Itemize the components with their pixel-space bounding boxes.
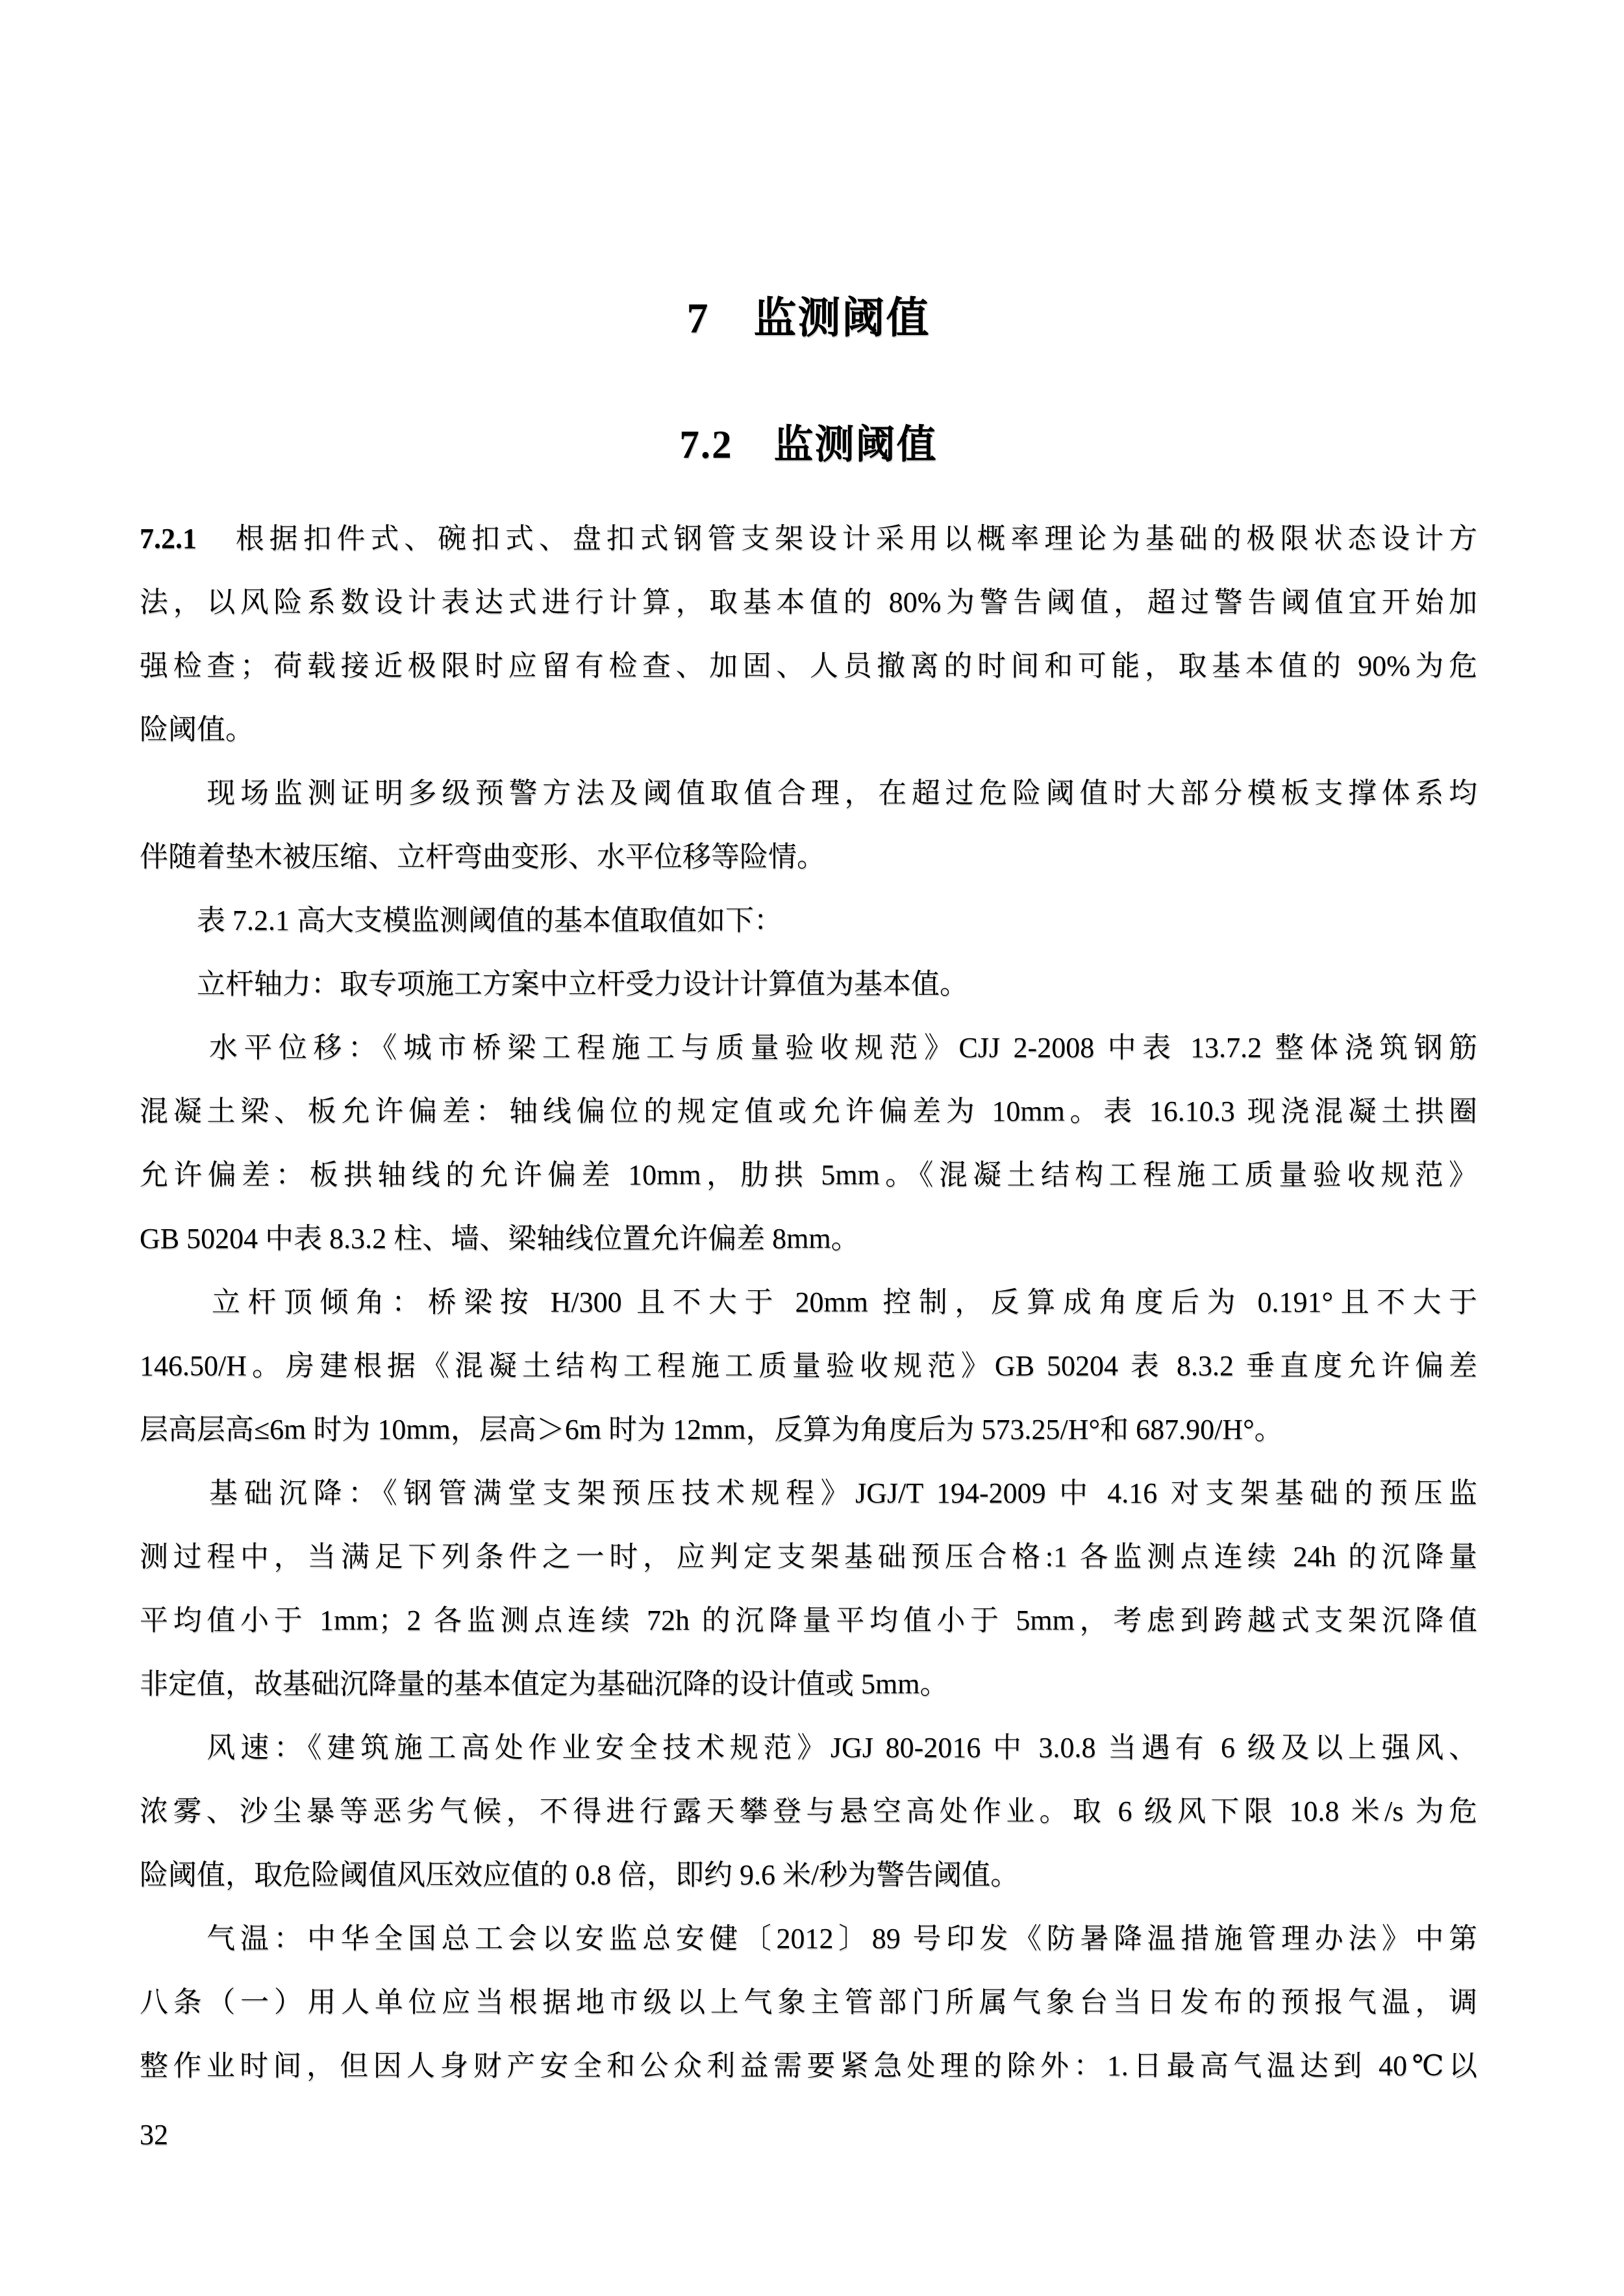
body-line: 立杆顶倾角：桥梁按 H/300 且不大于 20mm 控制，反算成角度后为 0.191°且不大于 <box>140 1286 1477 1318</box>
clause-number: 7.2.1 <box>140 523 197 555</box>
body-line: 现场监测证明多级预警方法及阈值取值合理，在超过危险阈值时大部分模板支撑体系均 <box>140 777 1477 809</box>
paragraph <box>140 1907 1477 2098</box>
body-line: GB 50204 中表 8.3.2 柱、墙、梁轴线位置允许偏差 8mm。 <box>140 1223 860 1254</box>
body-line: 平均值小于 1mm；2 各监测点连续 72h 的沉降量平均值小于 5mm，考虑到跨越式支架沉降值 <box>140 1604 1477 1636</box>
body-line: 允许偏差：板拱轴线的允许偏差 10mm，肋拱 5mm。《混凝土结构工程施工质量验收规范》 <box>140 1159 1477 1191</box>
paragraph <box>140 507 1477 762</box>
body-line: 基础沉降：《钢管满堂支架预压技术规程》JGJ/T 194-2009 中 4.16 对支架基础的预压监 <box>140 1477 1477 1509</box>
page-number: 32 <box>140 2119 168 2151</box>
body-line: 伴随着垫木被压缩、立杆弯曲变形、水平位移等险情。 <box>140 841 825 873</box>
body-line: 法，以风险系数设计表达式进行计算，取基本值的 80%为警告阈值，超过警告阈值宜开始加 <box>140 586 1477 618</box>
body-line: 非定值，故基础沉降量的基本值定为基础沉降的设计值或 5mm。 <box>140 1668 949 1700</box>
paragraph <box>140 953 1477 1016</box>
body-line: 7.2.1 根据扣件式、碗扣式、盘扣式钢管支架设计采用以概率理论为基础的极限状态设计方 <box>140 523 1477 555</box>
body-line: 浓雾、沙尘暴等恶劣气候，不得进行露天攀登与悬空高处作业。取 6 级风下限 10.8 米/s 为危 <box>140 1795 1477 1827</box>
body-line: 风速：《建筑施工高处作业安全技术规范》JGJ 80-2016 中 3.0.8 当遇有 6 级及以上强风、 <box>140 1732 1477 1764</box>
body-line: 立杆轴力：取专项施工方案中立杆受力设计计算值为基本值。 <box>140 968 968 1000</box>
body-line: 表 7.2.1 高大支模监测阈值的基本值取值如下： <box>140 905 782 936</box>
body-line: 八条（一）用人单位应当根据地市级以上气象主管部门所属气象台当日发布的预报气温，调 <box>140 1986 1477 2018</box>
paragraph <box>140 1716 1477 1907</box>
body <box>140 507 1477 2098</box>
body-line: 整作业时间，但因人身财产安全和公众利益需要紧急处理的除外：1.日最高气温达到 40℃以 <box>140 2050 1477 2082</box>
body-line: 强检查；荷载接近极限时应留有检查、加固、人员撤离的时间和可能，取基本值的 90%为危 <box>140 650 1477 682</box>
body-line: 146.50/H。房建根据《混凝土结构工程施工质量验收规范》GB 50204 表 8.3.2 垂直度允许偏差 <box>140 1350 1477 1382</box>
body-line: 险阈值。 <box>140 714 254 745</box>
section-heading: 7.2 监测阈值 <box>679 423 938 467</box>
paragraph <box>140 1271 1477 1462</box>
body-line: 层高层高≤6m 时为 10mm，层高＞6m 时为 12mm，反算为角度后为 573.25/H°和 687.90/H°。 <box>140 1414 1283 1445</box>
body-line: 测过程中，当满足下列条件之一时，应判定支架基础预压合格:1 各监测点连续 24h 的沉降量 <box>140 1541 1477 1573</box>
body-line: 混凝土梁、板允许偏差：轴线偏位的规定值或允许偏差为 10mm。表 16.10.3 现浇混凝土拱圈 <box>140 1095 1477 1127</box>
paragraph <box>140 762 1477 889</box>
paragraph <box>140 1462 1477 1716</box>
body-line: 险阈值，取危险阈值风压效应值的 0.8 倍，即约 9.6 米/秒为警告阈值。 <box>140 1859 1019 1891</box>
body-line: 气温：中华全国总工会以安监总安健〔2012〕89 号印发《防暑降温措施管理办法》中第 <box>140 1923 1477 1954</box>
body-line: 水平位移：《城市桥梁工程施工与质量验收规范》CJJ 2-2008 中表 13.7.2 整体浇筑钢筋 <box>140 1032 1477 1064</box>
paragraph <box>140 889 1477 953</box>
chapter-heading: 7 监测阈值 <box>686 295 931 342</box>
paragraph <box>140 1016 1477 1271</box>
